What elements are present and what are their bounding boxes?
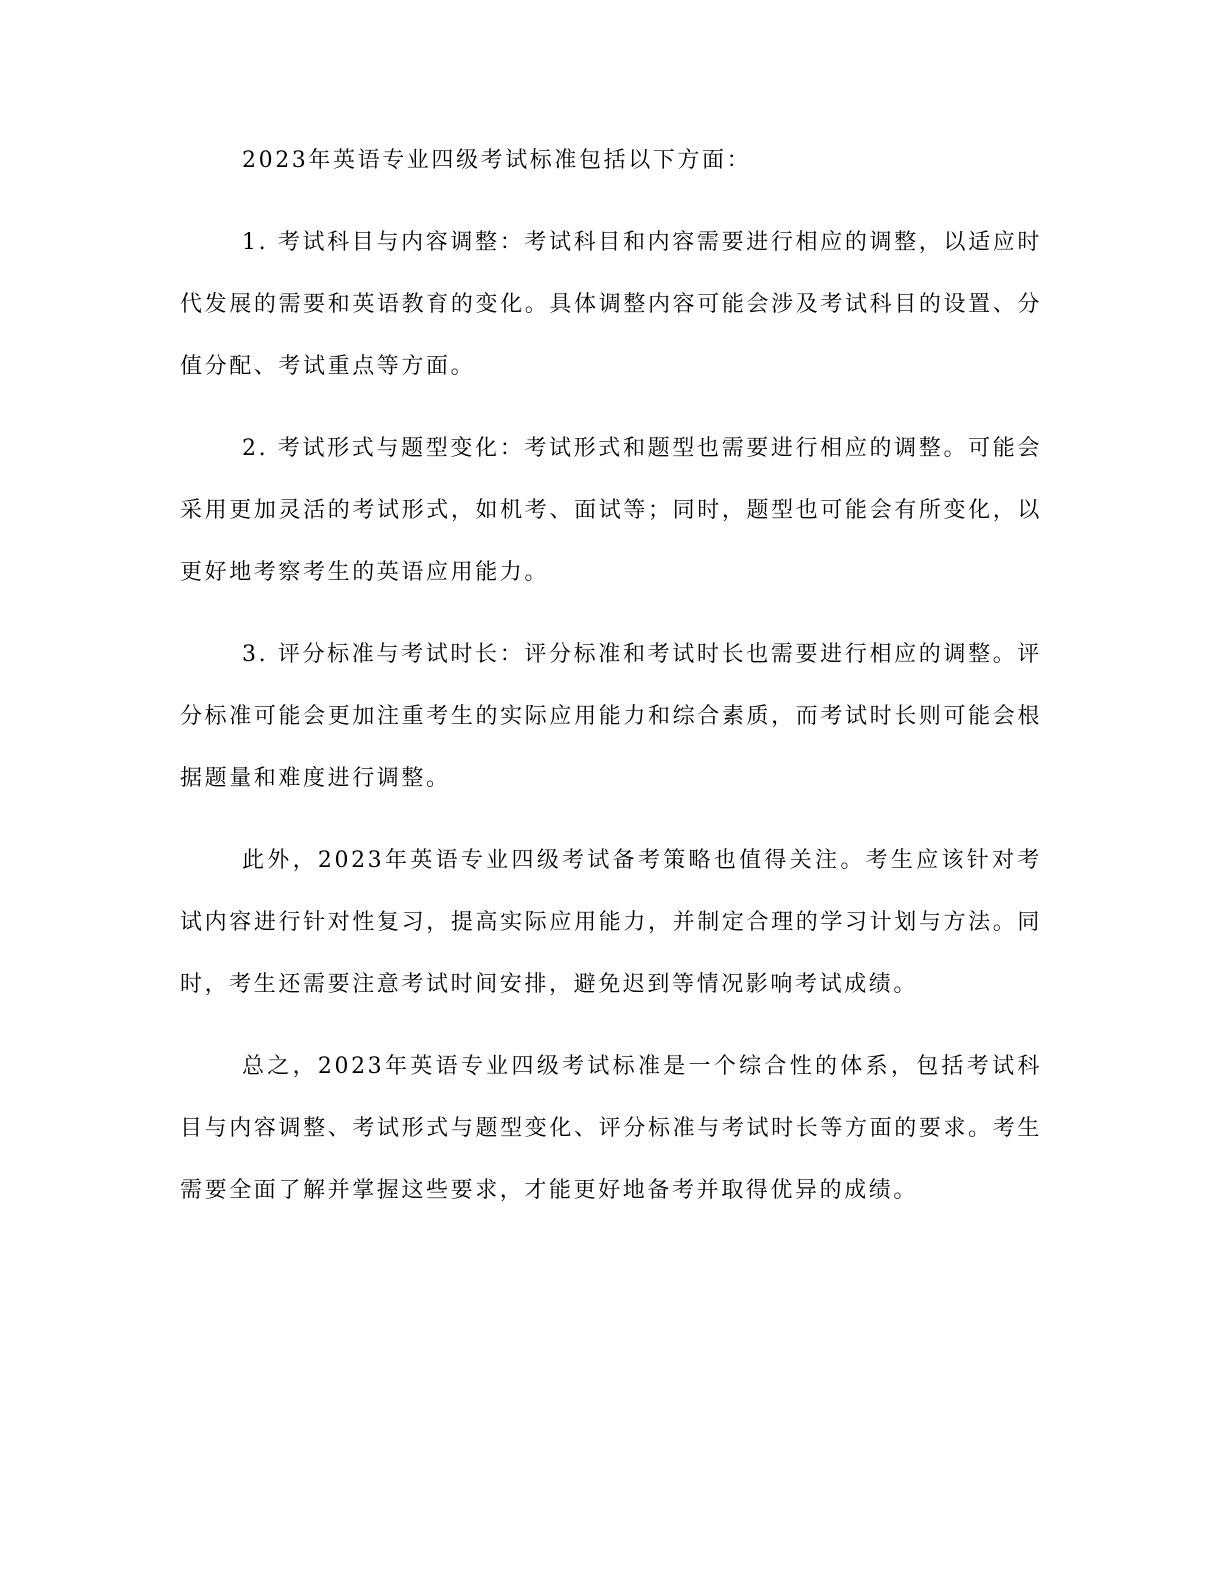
list-item-format: 2. 考试形式与题型变化：考试形式和题型也需要进行相应的调整。可能会采用更加灵活的考试形式，如机考、面试等；同时，题型也可能会有所变化，以更好地考察考生的英语应用能力。 [180,436,1042,585]
document-body [180,130,1042,1242]
list-item-subjects: 1. 考试科目与内容调整：考试科目和内容需要进行相应的调整，以适应时代发展的需要和英语教育的变化。具体调整内容可能会涉及考试科目的设置、分值分配、考试重点等方面。 [180,230,1042,379]
summary-paragraph: 总之，2023年英语专业四级考试标准是一个综合性的体系，包括考试科目与内容调整、考试形式与题型变化、评分标准与考试时长等方面的要求。考生需要全面了解并掌握这些要求，才能更好地备考并取得优异的成绩。 [180,1054,1042,1203]
list-item-scoring: 3. 评分标准与考试时长：评分标准和考试时长也需要进行相应的调整。评分标准可能会更加注重考生的实际应用能力和综合素质，而考试时长则可能会根据题量和难度进行调整。 [180,642,1042,791]
strategy-paragraph: 此外，2023年英语专业四级考试备考策略也值得关注。考生应该针对考试内容进行针对性复习，提高实际应用能力，并制定合理的学习计划与方法。同时，考生还需要注意考试时间安排，避免迟到等情况影响考试成绩。 [180,848,1042,997]
intro-paragraph: 2023年英语专业四级考试标准包括以下方面： [242,148,752,173]
